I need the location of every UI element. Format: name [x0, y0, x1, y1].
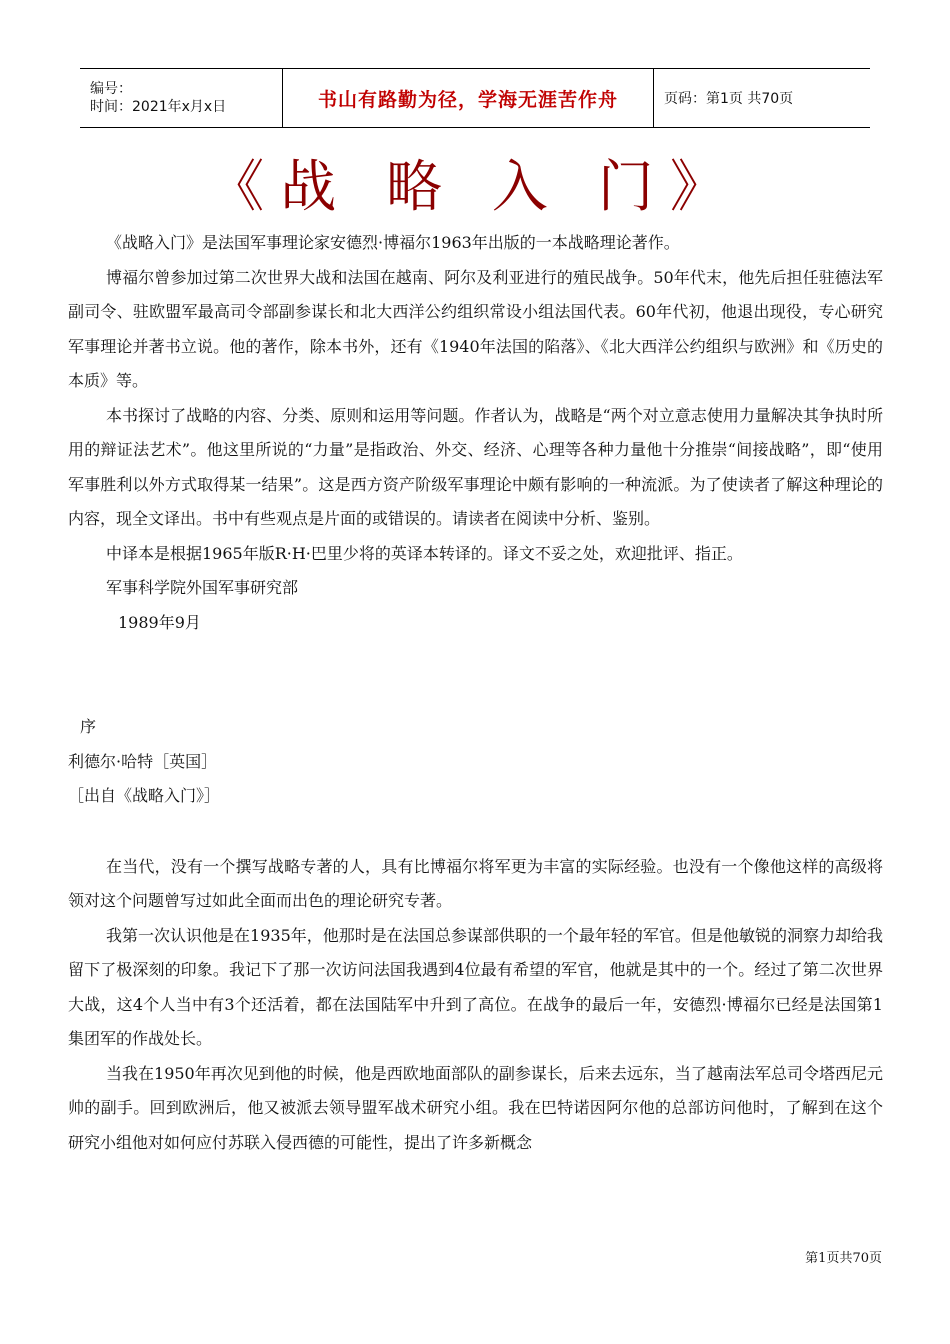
- intro-paragraph: 本书探讨了战略的内容、分类、原则和运用等问题。作者认为，战略是“两个对立意志使用力量解决其争执时所用的辩证法艺术”。他这里所说的“力量”是指政治、外交、经济、心理等各种力量他十分推崇“间接战略”，即“使用军事胜利以外方式取得某一结果”。这是西方资产阶级军事理论中颇有影响的一种流派。为了使读者了解这种理论的内容，现全文译出。书中有些观点是片面的或错误的。请读者在阅读中分析、鉴别。: [68, 405, 883, 528]
- intro-paragraph: 中译本是根据1965年版R·H·巴里少将的英译本转译的。译文不妥之处，欢迎批评、指正。: [106, 543, 743, 563]
- document-body: [68, 226, 883, 1160]
- document-title: 《战 略 入 门》: [208, 155, 742, 220]
- preface-heading: 序: [80, 717, 97, 736]
- header-page-cell: [654, 69, 870, 127]
- time-label: 时间：2021年x月x日: [90, 99, 227, 115]
- page-label: 页码：第1页 共70页: [664, 91, 794, 107]
- number-label: 编号：: [90, 81, 132, 97]
- page-header: [80, 68, 870, 128]
- preface-author: 利德尔·哈特［英国］: [68, 751, 218, 771]
- intro-date: 1989年9月: [118, 612, 201, 632]
- spacer: [68, 640, 883, 710]
- intro-paragraph: 博福尔曾参加过第二次世界大战和法国在越南、阿尔及利亚进行的殖民战争。50年代末，他先后担任驻德法军副司令、驻欧盟军最高司令部副参谋长和北大西洋公约组织常设小组法国代表。60年代初，他退出现役，专心研究军事理论并著书立说。他的著作，除本书外，还有《1940年法国的陷落》、《北大西洋公约组织与欧洲》和《历史的本质》等。: [68, 267, 883, 390]
- publisher-line: 军事科学院外国军事研究部: [106, 578, 299, 597]
- motto: 书山有路勤为径，学海无涯苦作舟: [317, 88, 618, 111]
- body-paragraph: 在当代，没有一个撰写战略专著的人，具有比博福尔将军更为丰富的实际经验。也没有一个像他这样的高级将领对这个问题曾写过如此全面而出色的理论研究专著。: [68, 856, 883, 910]
- page-footer: 第1页共70页: [805, 1251, 882, 1266]
- body-paragraph: 我第一次认识他是在1935年，他那时是在法国总参谋部供职的一个最年轻的军官。但是他敏锐的洞察力却给我留下了极深刻的印象。我记下了那一次访问法国我遇到4位最有希望的军官，他就是其中的一个。经过了第二次世界大战，这4个人当中有3个还活着，都在法国陆军中升到了高位。在战争的最后一年，安德烈·博福尔已经是法国第1集团军的作战处长。: [68, 925, 883, 1048]
- preface-source: ［出自《战略入门》］: [68, 786, 221, 805]
- body-paragraph: 当我在1950年再次见到他的时候，他是西欧地面部队的副参谋长，后来去远东，当了越南法军总司令塔西尼元帅的副手。回到欧洲后，他又被派去领导盟军战术研究小组。我在巴特诺因阿尔他的总部访问他时，了解到在这个研究小组他对如何应付苏联入侵西德的可能性，提出了许多新概念: [68, 1063, 883, 1152]
- intro-paragraph: 《战略入门》是法国军事理论家安德烈·博福尔1963年出版的一本战略理论著作。: [106, 233, 680, 252]
- header-meta: [80, 69, 282, 127]
- spacer: [68, 814, 883, 850]
- header-motto-cell: [282, 69, 654, 127]
